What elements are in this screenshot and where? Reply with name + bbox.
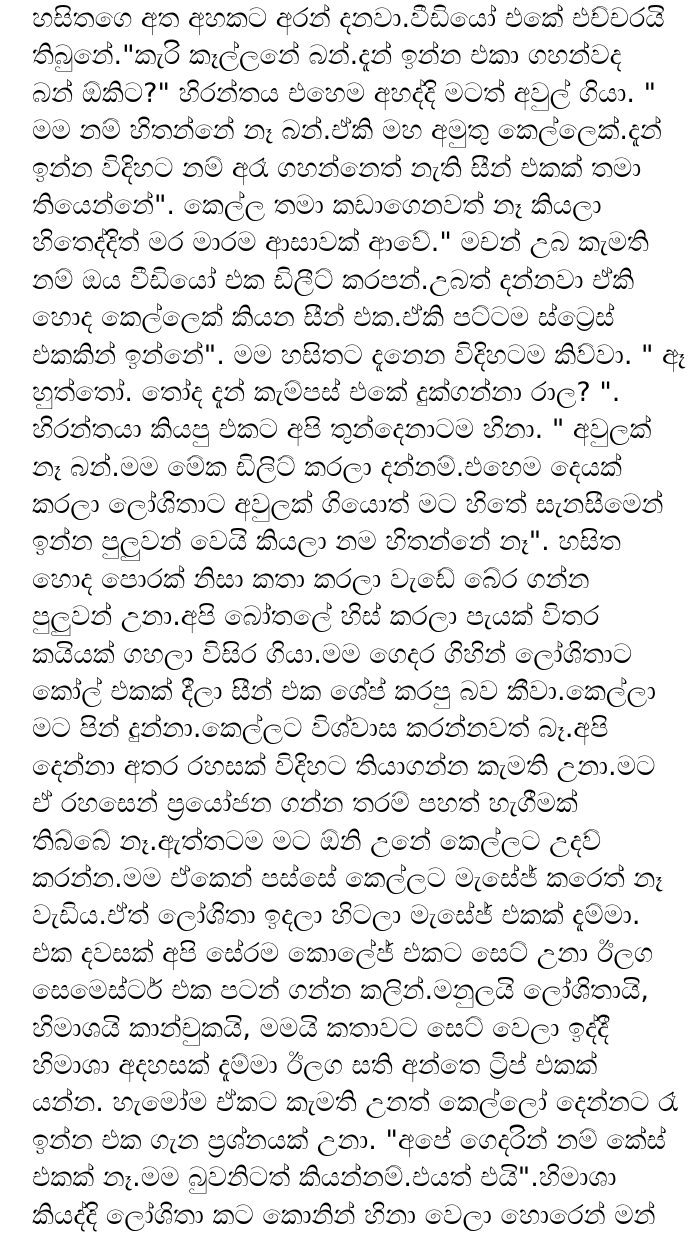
story-text-block — [32, 0, 692, 1234]
text-line: නම් ඔය වීඩියෝ එක ඩිලීට් කරපන්.උබත් දන්නවා ඒකි — [32, 264, 635, 296]
text-line: ඉන්න එක ගැන ප්‍රශ්නයක් උනා. "අපේ ගෙදරින් නම් කේස් — [32, 1124, 666, 1156]
text-line: කරලා ලෝශිතාට අවුලක් ගියොත් මට හිතේ සැනසීමෙන් — [32, 489, 664, 521]
text-line: හිතෙද්දිත් මර මාරම ආසාවක් ආවේ." මචන් උබ කැමති — [32, 227, 649, 259]
text-line: මම නම් හිතන්නේ නෑ බන්.ඒකි මහ අමුතු කෙල්ලෙක්.දැන් — [32, 115, 662, 147]
text-line: කියද්දි ලෝශිතා කට කොනින් හිනා වෙලා හොරෙන් මන් — [32, 1199, 656, 1231]
text-line: හිමාශා අදහසක් දැම්මා ඊලග සති අන්තෙ ට්‍රිප් එකක් — [32, 1049, 598, 1081]
text-line: ඒ රහසෙන් ප්‍රයෝජන ගන්න තරම් පහත් හැගීමක් — [32, 788, 578, 820]
text-line: යන්න. හැමෝම ඒකට කැමති උනත් කෙල්ලෝ දෙන්නට රෑ — [32, 1087, 678, 1119]
text-line: වැඩිය.ඒත් ලෝශිතා ඉදලා හිටලා මැසේජ් එකක් දැම්මා. — [32, 900, 641, 932]
text-line: නෑ බන්.මම මේක ඩිලිට් කරලා දන්නම්.එහෙම දෙයක් — [32, 451, 622, 483]
text-line: එකක් නෑ.මම බුවනිටත් කියන්නම්.එයත් එයි".හිමාශා — [32, 1162, 617, 1194]
text-line: ඉන්න පුලුවන් වෙයි කියලා නම හිතන්නේ නෑ". හසිත — [32, 526, 621, 558]
text-line: කෝල් එකක් දීලා සීන් එක ශේප් කරපු බව කීවා.කෙල්ලා — [32, 676, 656, 708]
text-line: හිරන්තයා කියපු එකට අපි තුන්දෙනාටම හිනා. " අවුලක් — [32, 414, 652, 446]
text-line: දෙන්නා අතර රහසක් විදිහට තියාගන්න කැමති උනා.මට — [32, 750, 656, 782]
text-line: හසිතගෙ අත අහකට අරන් දනවා.වීඩියෝ එකේ එච්චරයි — [32, 3, 665, 34]
text-line: එක දවසක් අපි සේරම කොලේජ් එකට සෙට් උනා ඊලග — [32, 937, 654, 969]
text-line: හොද පොරක් නිසා කතා කරලා වැඩේ බේර ගන්න — [32, 563, 590, 595]
text-line: හිමාශයි කාන්චුකයි, මමයි කතාවට සෙට් වෙලා ඉද්දී — [32, 1012, 609, 1044]
text-line: එකකින් ඉන්නේ". මම හසිතට දැනෙන විදිහටම කිව්වා. " ඈ — [32, 339, 686, 371]
text-line: තියෙන්නේ". කෙල්ල තමා කඩාගෙනවත් නෑ කියලා — [32, 189, 602, 221]
text-line: කයියක් ගහලා විසිර ගියා.මම ගෙදර ගිහින් ලෝශිතාට — [32, 638, 633, 670]
text-line: තිබ්බේ නෑ.ඇත්තටම මට ඕනි උනේ කෙල්ලට උදව් — [32, 825, 602, 857]
text-line: බන් ඕකිට?" හිරන්තය එහෙම අහද්දි මටත් අවුල් ගියා. " — [32, 77, 656, 109]
text-line: හුත්තෝ. තෝද දැන් කැම්පස් එකේ දුක්ගන්නා රාල? ". — [32, 376, 621, 408]
text-line: ඉන්න විදිහට නම් අරෑ ගහන්නෙත් නැති සීන් එකක් තමා — [32, 152, 642, 184]
text-line: හොද කෙල්ලෙක් කියන සීන් එක.ඒකි පට්ටම ස්ට්‍රෙස් — [32, 302, 615, 334]
text-line: කරන්න.මම ඒකෙන් පස්සේ කෙල්ලට මැසේජ් කරෙත් නෑ — [32, 862, 663, 894]
text-line: තිබුනේ."කැරි කෑල්ලනේ බන්.දැන් ඉන්න එකා ගහන්වද — [32, 40, 622, 72]
text-line: පුලුවන් උනා.අපි බෝතලේ හිස් කරලා පැයක් විතර — [32, 601, 600, 633]
text-line: සෙමෙස්ටර් එක පටන් ගන්න කලින්.මනුලයි ලෝශිතායි, — [32, 975, 649, 1007]
text-line: මට පින් දුන්නා.කෙල්ලට විශ්වාස කරන්නවත් බෑ.අපි — [32, 713, 609, 745]
